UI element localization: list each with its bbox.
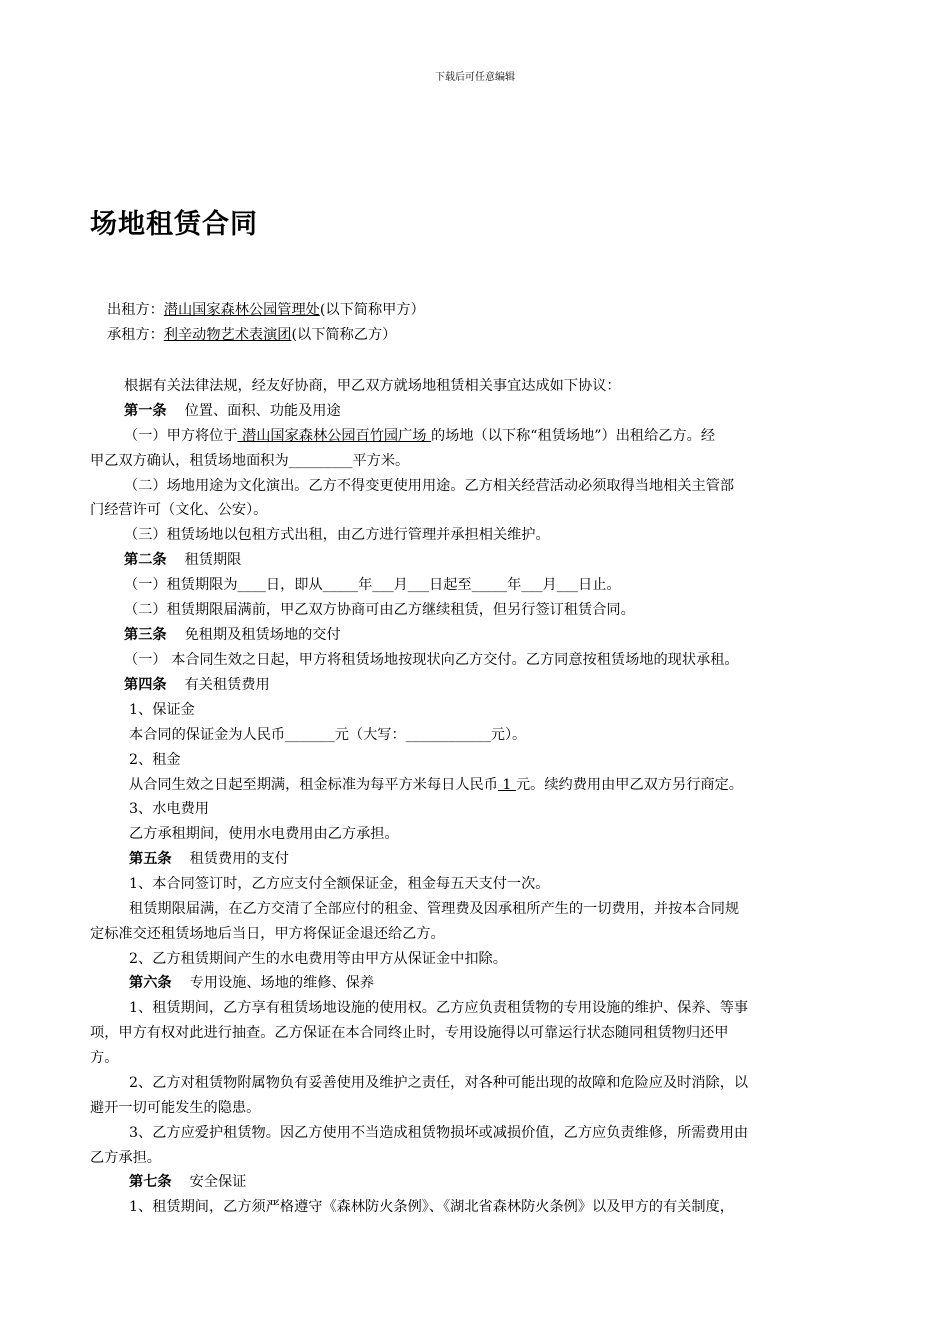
article-6-clause-1-line-1: 1、租赁期间，乙方享有租赁场地设施的使用权。乙方应负责租赁物的专用设施的维护、保养、等事 [129,1000,749,1016]
utilities-text: 乙方承租期间，使用水电费用由乙方承担。 [129,826,399,842]
article-5-clause-1b-line-2: 定标准交还租赁场地后当日，甲方将保证金退还给乙方。 [90,926,445,942]
lessor-line [107,300,425,320]
utilities-subheading: 3、水电费用 [129,801,209,817]
article-2-clause-1: （一）租赁期限为____日，即从_____年___月___日起至_____年___月___日止。 [124,577,621,593]
rent-subheading: 2、租金 [129,752,181,768]
article-2-clause-2: （二）租赁期限届满前，甲乙双方协商可由乙方继续租赁，但另行签订租赁合同。 [124,602,635,618]
rental-location: 潜山国家森林公园百竹园广场 [237,428,431,444]
article-4-heading: 第四条 有关租赁费用 [124,677,270,693]
lessor-name: 潜山国家森林公园管理处 [163,302,320,318]
article-3-clause-1: （一） 本合同生效之日起，甲方将租赁场地按现状向乙方交付。乙方同意按租赁场地的现状承租。 [124,652,739,668]
article-6-clause-3-line-2: 乙方承担。 [90,1150,161,1166]
lessee-label: 承租方： [107,327,164,343]
article-5-clause-1b-line-1: 租赁期限届满，在乙方交清了全部应付的租金、管理费及因承租所产生的一切费用，并按本合同规 [129,901,740,917]
article-1-clause-3: （三）租赁场地以包租方式出租，由乙方进行管理并承担相关维护。 [124,527,550,543]
deposit-subheading: 1、保证金 [129,702,195,718]
article-1-clause-2-line-1: （二）场地用途为文化演出。乙方不得变更使用用途。乙方相关经营活动必须取得当地相关主管部 [124,478,735,494]
article-1-clause-1-line-1: （一）甲方将位于 潜山国家森林公园百竹园广场 的场地（以下称“租赁场地”）出租给乙方。经 [124,428,716,444]
article-6-heading: 第六条 专用设施、场地的维修、保养 [129,975,375,991]
article-6-clause-1-line-3: 方。 [90,1050,119,1066]
contract-title: 场地租赁合同 [90,209,258,240]
page-header-note: 下载后可任意编辑 [435,72,515,83]
article-5-heading: 第五条 租赁费用的支付 [129,851,289,867]
article-1-number: 第一条 [124,403,167,419]
rent-rate: 1 [497,777,516,793]
lessee-name: 利辛动物艺术表演团 [163,327,292,343]
article-1-heading [124,401,341,421]
lessor-suffix: (以下简称甲方） [319,302,425,318]
article-6-clause-1-line-2: 项，甲方有权对此进行抽查。乙方保证在本合同终止时，专用设施得以可靠运行状态随同租赁物归还甲 [90,1025,729,1041]
article-6-clause-3-line-1: 3、乙方应爱护租赁物。因乙方使用不当造成租赁物损坏或减损价值，乙方应负责维修，所需费用由 [129,1125,749,1141]
article-5-clause-2: 2、乙方租赁期间产生的水电费用等由甲方从保证金中扣除。 [129,951,507,967]
article-6-clause-2-line-2: 避开一切可能发生的隐患。 [90,1100,261,1116]
lessee-line [107,325,396,345]
article-5-clause-1: 1、本合同签订时，乙方应支付全额保证金，租金每五天支付一次。 [129,876,550,892]
article-1-title: 位置、面积、功能及用途 [184,403,341,419]
article-6-clause-2-line-1: 2、乙方对租赁物附属物负有妥善使用及维护之责任，对各种可能出现的故障和危险应及时消除，以 [129,1075,749,1091]
intro-paragraph: 根据有关法律法规，经友好协商，甲乙双方就场地租赁相关事宜达成如下协议： [124,378,621,394]
article-3-heading: 第三条 免租期及租赁场地的交付 [124,627,341,643]
article-1-clause-2-line-2: 门经营许可（文化、公安）。 [90,502,268,518]
article-1-clause-1-line-2: 甲乙双方确认，租赁场地面积为_________平方米。 [90,453,410,469]
article-7-clause-1: 1、租赁期间，乙方须严格遵守《森林防火条例》、《湖北省森林防火条例》以及甲方的有关制度， [129,1199,734,1215]
lessee-suffix: (以下简称乙方） [291,327,397,343]
deposit-text: 本合同的保证金为人民币_______元（大写：____________元）。 [129,727,527,743]
rent-text: 从合同生效之日起至期满，租金标准为每平方米每日人民币 1 元。续约费用由甲乙双方另行商定。 [129,777,743,793]
lessor-label: 出租方： [107,302,164,318]
article-2-heading: 第二条 租赁期限 [124,552,242,568]
article-7-heading: 第七条 安全保证 [129,1174,247,1190]
area-blank: _________ [288,453,353,469]
